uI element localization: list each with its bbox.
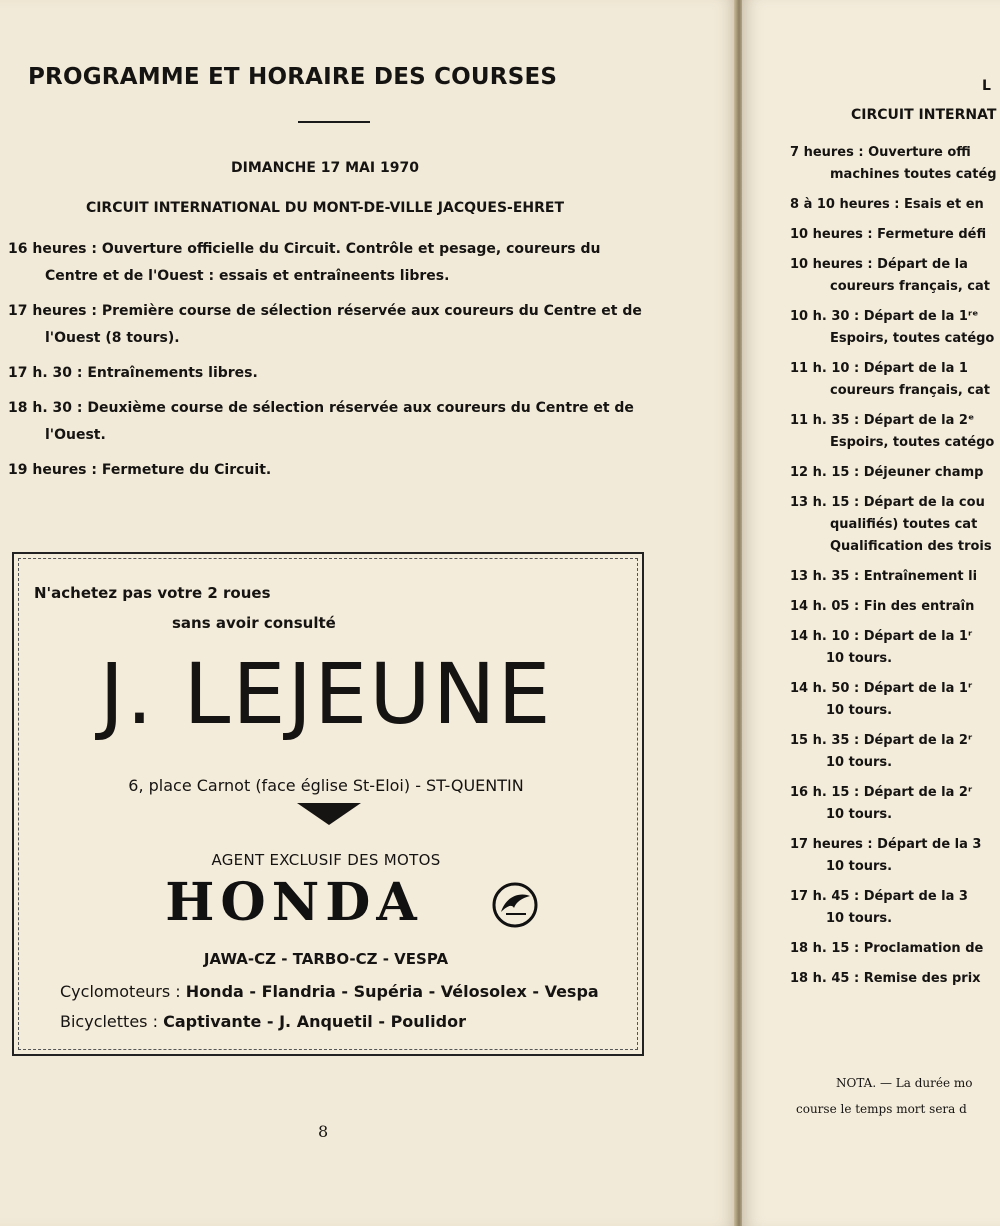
schedule-item — [790, 462, 1000, 484]
ad-bicyclettes — [60, 1012, 466, 1031]
nota-line2: course le temps mort sera d — [796, 1102, 967, 1116]
schedule-time: 17 h. 30 : — [8, 365, 83, 381]
schedule-text: Fermeture du Circuit. — [101, 462, 272, 478]
schedule-time: 15 h. 35 : — [790, 733, 860, 748]
schedule-text: Départ de la 3 — [863, 889, 968, 904]
schedule-text-cont: Espoirs, toutes catégo — [830, 331, 995, 346]
schedule-text-cont: l'Ouest. — [45, 427, 106, 443]
schedule-text-cont: Espoirs, toutes catégo — [830, 435, 995, 450]
schedule-time: 13 h. 35 : — [790, 569, 860, 584]
schedule-text: Première course de sélection réservée aux coureurs du Centre et de — [101, 303, 642, 319]
schedule-time: 17 heures : — [790, 837, 873, 852]
schedule-item — [790, 194, 1000, 216]
schedule-time: 11 h. 10 : — [790, 361, 860, 376]
honda-logo: HONDA — [165, 872, 423, 933]
schedule-time: 16 heures : — [8, 241, 97, 257]
schedule-text: Départ de la 1ʳᵉ — [863, 309, 979, 324]
ad-moto-brands: JAWA-CZ - TARBO-CZ - VESPA — [203, 950, 449, 968]
schedule-text-cont: 10 tours. — [826, 911, 893, 926]
schedule-time: 10 heures : — [790, 227, 873, 242]
schedule-text: Fermeture défi — [877, 227, 987, 242]
title-divider — [298, 121, 370, 123]
schedule-item — [790, 626, 1000, 670]
circuit-name: CIRCUIT INTERNATIONAL DU MONT-DE-VILLE JACQUES-EHRET — [85, 200, 565, 216]
bike-brands: Captivante - J. Anquetil - Poulidor — [163, 1012, 466, 1031]
schedule-time: 8 à 10 heures : — [790, 197, 900, 212]
page-title: PROGRAMME ET HORAIRE DES COURSES — [28, 64, 558, 90]
schedule-text: Départ de la 1ʳ — [863, 629, 973, 644]
schedule-time: 18 h. 30 : — [8, 400, 83, 416]
schedule-item — [790, 142, 1000, 186]
schedule-time: 17 heures : — [8, 303, 97, 319]
schedule-item — [8, 360, 648, 387]
schedule-time: 18 h. 15 : — [790, 941, 860, 956]
schedule-item — [790, 782, 1000, 826]
schedule-text-cont: 10 tours. — [826, 755, 893, 770]
schedule-list — [8, 236, 648, 492]
schedule-text-cont: coureurs français, cat — [830, 279, 990, 294]
schedule-item — [790, 968, 1000, 990]
schedule-text: Entraînement li — [863, 569, 978, 584]
schedule-time: 16 h. 15 : — [790, 785, 860, 800]
schedule-text-cont: 10 tours. — [826, 807, 893, 822]
lejeune-advertisement — [12, 552, 644, 1056]
cyclo-brands: Honda - Flandria - Supéria - Vélosolex - Vespa — [185, 982, 599, 1001]
schedule-text-cont: Qualification des trois — [830, 539, 992, 554]
schedule-time: 12 h. 15 : — [790, 465, 860, 480]
schedule-item — [790, 492, 1000, 558]
ad-intro-line2: sans avoir consulté — [172, 614, 336, 632]
down-triangle-icon — [297, 803, 361, 825]
schedule-time: 19 heures : — [8, 462, 97, 478]
right-circuit-name: CIRCUIT INTERNAT — [851, 107, 997, 123]
schedule-text: Départ de la 2ᵉ — [863, 413, 975, 428]
event-date: DIMANCHE 17 MAI 1970 — [231, 160, 419, 176]
schedule-text: Deuxième course de sélection réservée aux coureurs du Centre et de — [87, 400, 634, 416]
bike-label: Bicyclettes : — [60, 1012, 158, 1031]
schedule-text-cont: 10 tours. — [826, 651, 893, 666]
nota-line1: NOTA. — La durée mo — [836, 1076, 973, 1090]
schedule-time: 17 h. 45 : — [790, 889, 860, 904]
schedule-time: 14 h. 50 : — [790, 681, 860, 696]
schedule-text: Départ de la 1 — [863, 361, 968, 376]
schedule-item — [790, 254, 1000, 298]
schedule-time: 13 h. 15 : — [790, 495, 860, 510]
schedule-item — [790, 306, 1000, 350]
schedule-text: Remise des prix — [863, 971, 981, 986]
schedule-text: Ouverture officielle du Circuit. Contrôle et pesage, coureurs du — [101, 241, 601, 257]
schedule-text: Départ de la 2ʳ — [863, 785, 973, 800]
schedule-item — [790, 224, 1000, 246]
schedule-item — [8, 298, 648, 352]
schedule-item — [790, 566, 1000, 588]
schedule-text: Départ de la — [877, 257, 968, 272]
schedule-text: Départ de la cou — [863, 495, 985, 510]
schedule-item — [790, 358, 1000, 402]
schedule-text-cont: qualifiés) toutes cat — [830, 517, 978, 532]
ad-cyclomoteurs — [60, 982, 599, 1001]
right-page — [742, 0, 1000, 1226]
right-schedule-list — [790, 142, 1000, 998]
schedule-item — [790, 410, 1000, 454]
schedule-item — [8, 236, 648, 290]
honda-wing-icon — [492, 882, 538, 928]
schedule-item — [8, 457, 648, 484]
schedule-item — [790, 938, 1000, 960]
schedule-time: 14 h. 10 : — [790, 629, 860, 644]
nota-text — [796, 1070, 973, 1122]
schedule-text: Ouverture offi — [868, 145, 971, 160]
ad-agent-text: AGENT EXCLUSIF DES MOTOS — [211, 851, 441, 869]
ad-address: 6, place Carnot (face église St-Eloi) - ST-QUENTIN — [128, 776, 524, 795]
schedule-text: Proclamation de — [863, 941, 984, 956]
schedule-text: Départ de la 2ʳ — [863, 733, 973, 748]
schedule-time: 18 h. 45 : — [790, 971, 860, 986]
schedule-text-cont: 10 tours. — [826, 859, 893, 874]
schedule-text: Esais et en — [904, 197, 984, 212]
schedule-text: Fin des entraîn — [863, 599, 975, 614]
ad-brand-name: J. LEJEUNE — [99, 645, 553, 743]
ad-intro-line1: N'achetez pas votre 2 roues — [34, 584, 271, 602]
page-number: 8 — [318, 1122, 329, 1141]
schedule-time: 10 heures : — [790, 257, 873, 272]
schedule-text: Départ de la 1ʳ — [863, 681, 973, 696]
schedule-item — [8, 395, 648, 449]
schedule-time: 10 h. 30 : — [790, 309, 860, 324]
schedule-text-cont: Centre et de l'Ouest : essais et entraîneents libres. — [45, 268, 450, 284]
schedule-text: Départ de la 3 — [877, 837, 982, 852]
schedule-item — [790, 596, 1000, 618]
schedule-text-cont: machines toutes catég — [830, 167, 997, 182]
schedule-text-cont: 10 tours. — [826, 703, 893, 718]
right-page-title: L — [982, 78, 991, 94]
schedule-item — [790, 834, 1000, 878]
schedule-item — [790, 678, 1000, 722]
schedule-text-cont: l'Ouest (8 tours). — [45, 330, 180, 346]
cyclo-label: Cyclomoteurs : — [60, 982, 181, 1001]
schedule-item — [790, 886, 1000, 930]
schedule-text: Entraînements libres. — [87, 365, 258, 381]
schedule-time: 14 h. 05 : — [790, 599, 860, 614]
schedule-time: 7 heures : — [790, 145, 864, 160]
schedule-time: 11 h. 35 : — [790, 413, 860, 428]
schedule-text-cont: coureurs français, cat — [830, 383, 990, 398]
schedule-text: Déjeuner champ — [863, 465, 984, 480]
schedule-item — [790, 730, 1000, 774]
